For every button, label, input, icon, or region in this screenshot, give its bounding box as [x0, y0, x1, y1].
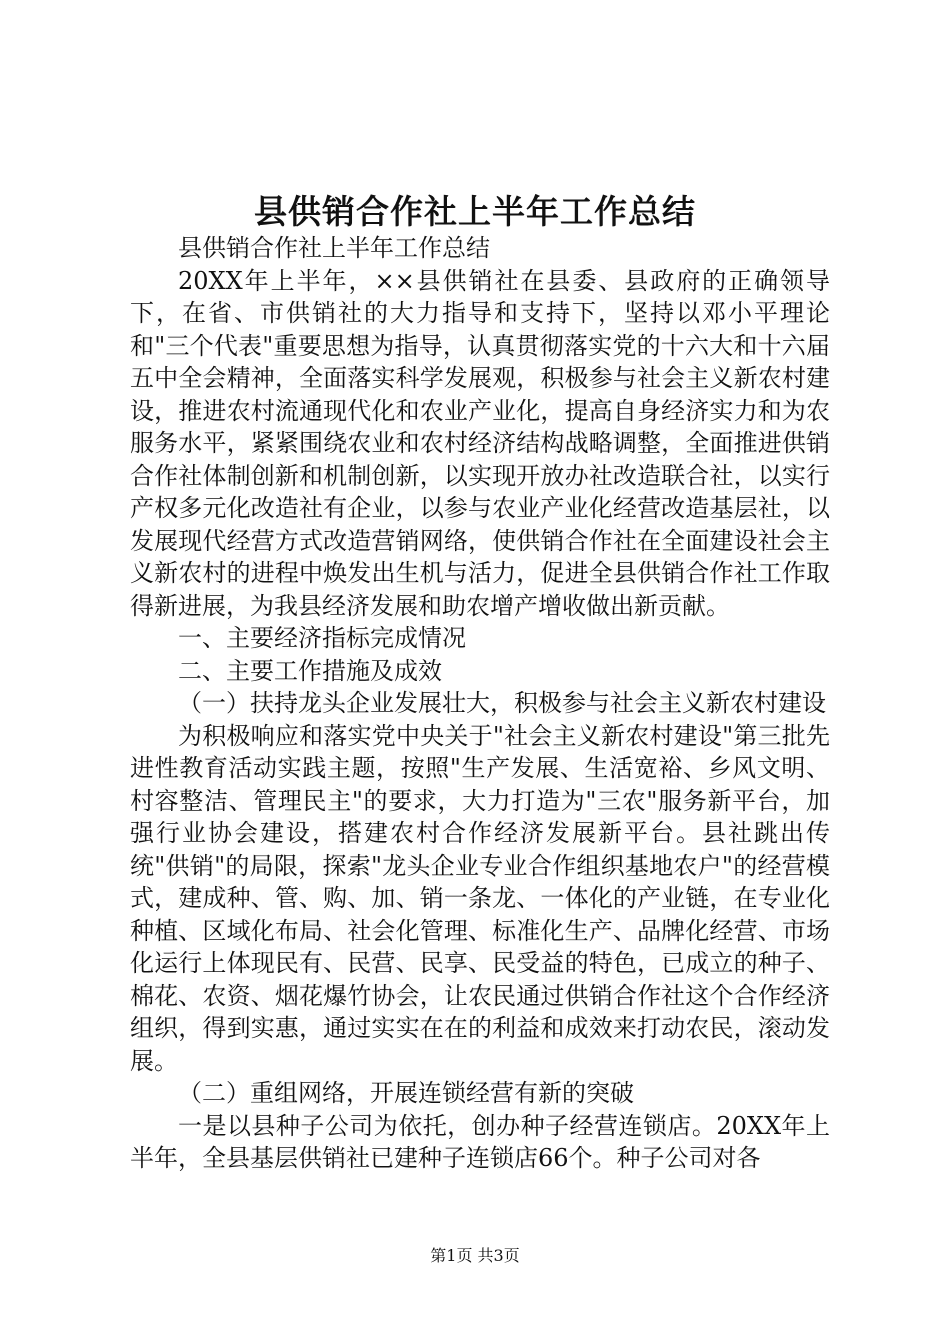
subsection-heading-1: （一）扶持龙头企业发展壮大，积极参与社会主义新农村建设	[178, 689, 826, 717]
document-title: 县供销合作社上半年工作总结	[254, 192, 696, 231]
page-footer: 第1页 共3页	[430, 1246, 520, 1265]
paragraph-subtitle: 县供销合作社上半年工作总结	[178, 234, 490, 262]
paragraph-body-2: 一是以县种子公司为依托，创办种子经营连锁店。20XX年上半年，全县基层供销社已建种子连锁店66个。种子公司对各	[130, 1111, 830, 1172]
document-body	[130, 232, 830, 1175]
section-heading-2: 二、主要工作措施及成效	[178, 656, 442, 685]
section-heading-1: 一、主要经济指标完成情况	[178, 624, 466, 652]
paragraph-intro: 20XX年上半年，××县供销社在县委、县政府的正确领导下，在省、市供销社的大力指导和支持下，坚持以邓小平理论和"三个代表"重要思想为指导，认真贯彻落实党的十六大和十六届五中全会精神，全面落实科学发展观，积极参与社会主义新农村建设，推进农村流通现代化和农业产业化，提高自身经济实力和为农服务水平，紧紧围绕农业和农村经济结构战略调整，全面推进供销合作社体制创新和机制创新，以实现开放办社改造联合社，以实行产权多元化改造社有企业，以参与农业产业化经营改造基层社，以发展现代经营方式改造营销网络，使供销合作社在全面建设社会主义新农村的进程中焕发出生机与活力，促进全县供销合作社工作取得新进展，为我县经济发展和助农增产增收做出新贡献。	[130, 266, 830, 620]
paragraph-body-1: 为积极响应和落实党中央关于"社会主义新农村建设"第三批先进性教育活动实践主题，按照"生产发展、生活宽裕、乡风文明、村容整洁、管理民主"的要求，大力打造为"三农"服务新平台，加强行业协会建设，搭建农村合作经济发展新平台。县社跳出传统"供销"的局限，探索"龙头企业专业合作组织基地农户"的经营模式，建成种、管、购、加、销一条龙、一体化的产业链，在专业化种植、区域化布局、社会化管理、标准化生产、品牌化经营、市场化运行上体现民有、民营、民享、民受益的特色，已成立的种子、棉花、农资、烟花爆竹协会，让农民通过供销合作社这个合作经济组织，得到实惠，通过实实在在的利益和成效来打动农民，滚动发展。	[130, 721, 830, 1075]
subsection-heading-2: （二）重组网络，开展连锁经营有新的突破	[178, 1079, 634, 1107]
